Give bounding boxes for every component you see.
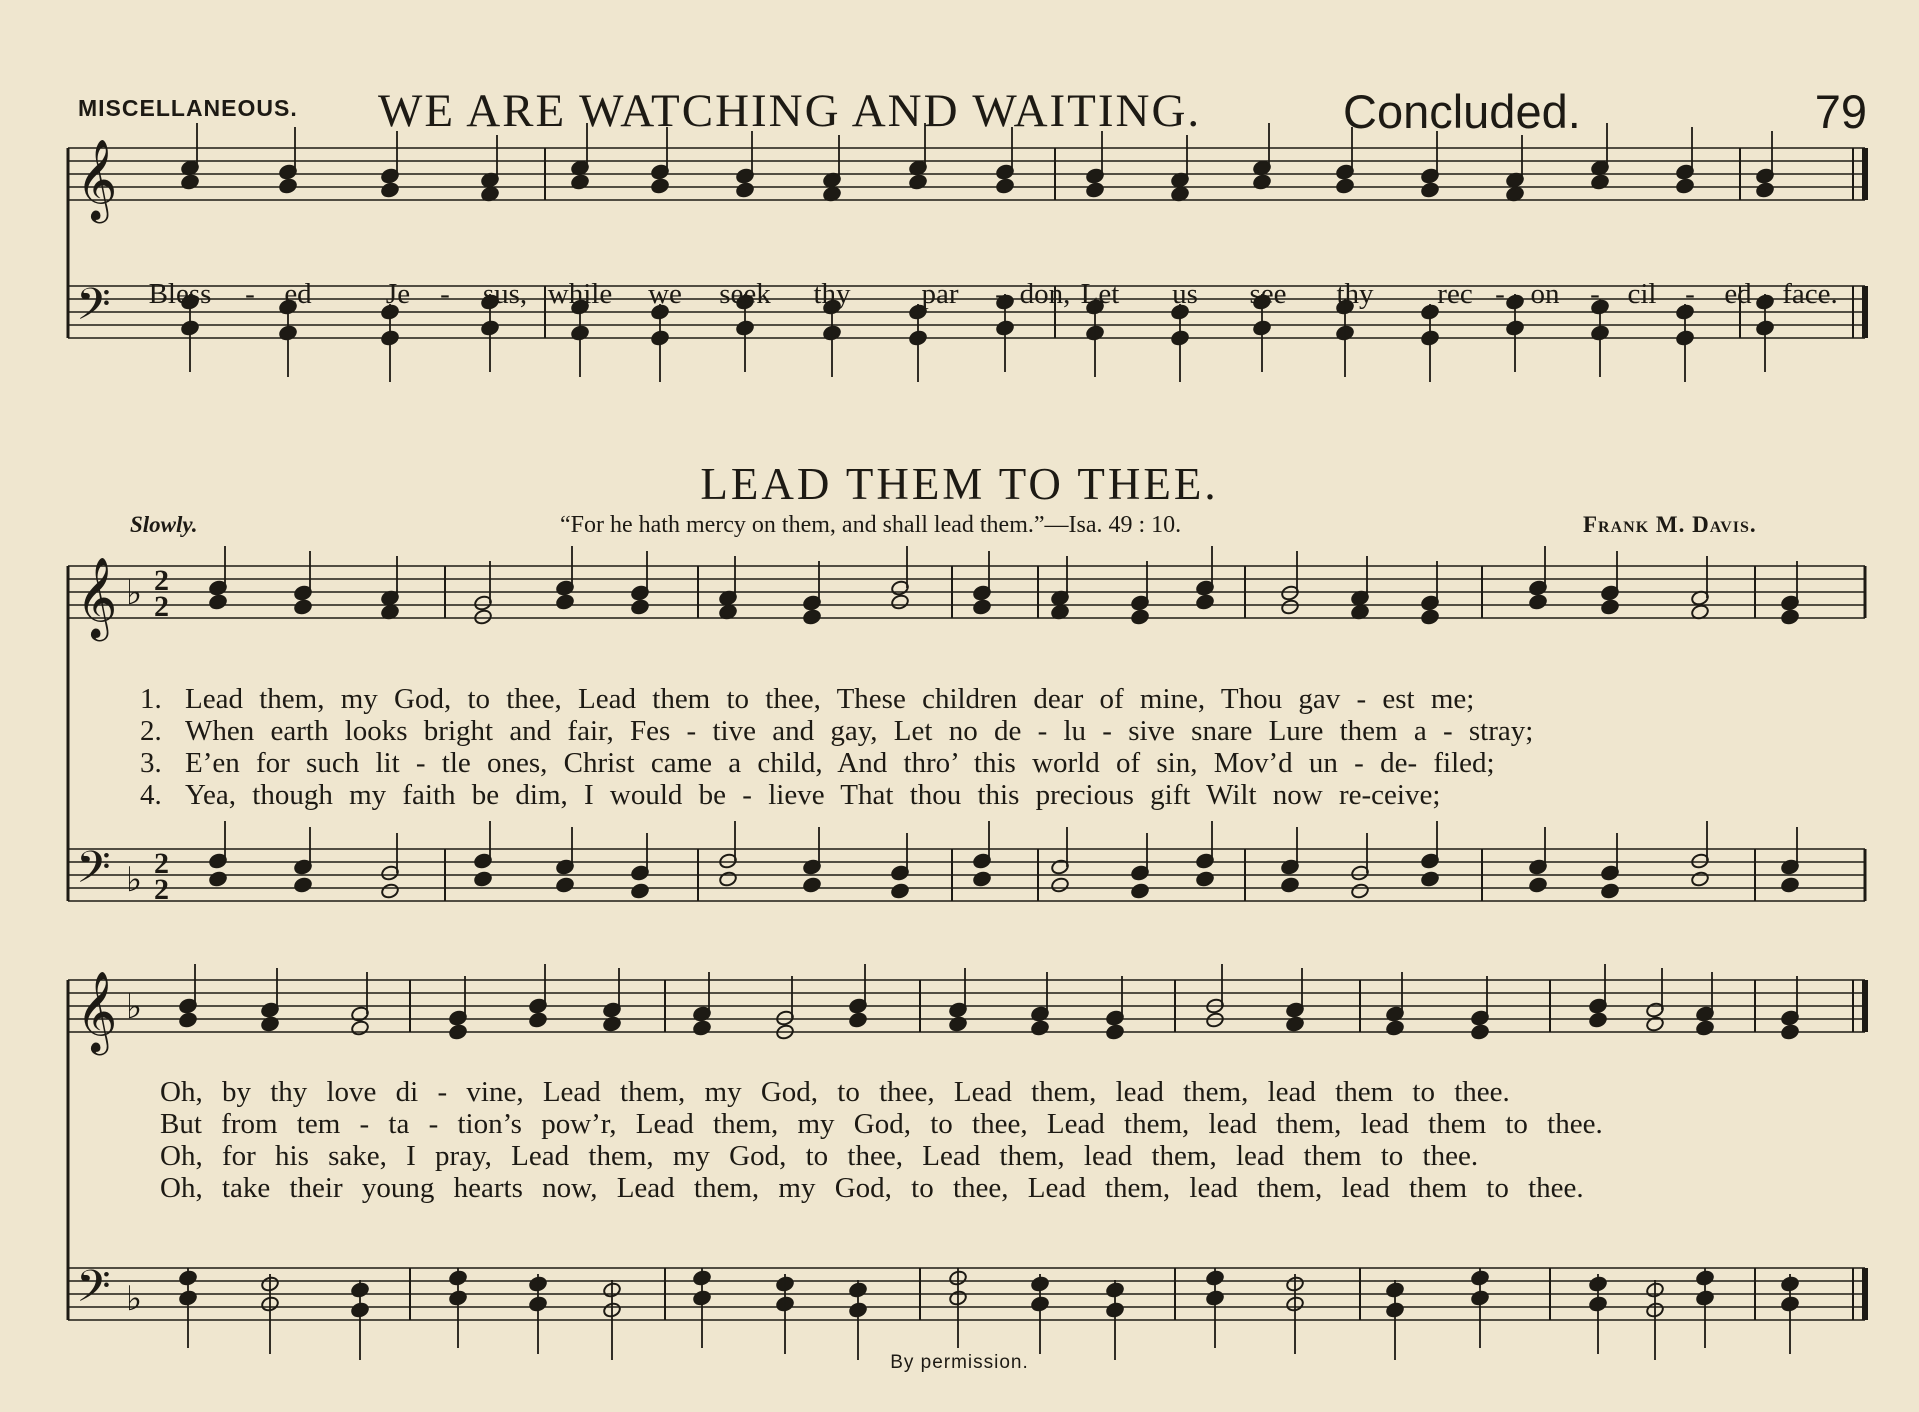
notehead (1780, 877, 1799, 894)
lyric-syllable: Let (1080, 278, 1120, 310)
lyric-syllable: we (648, 278, 682, 310)
notehead (208, 871, 227, 888)
bass-clef: 𝄢 (76, 841, 111, 904)
lyric-syllable: - (440, 278, 450, 310)
notehead (1420, 182, 1439, 199)
notehead (1280, 599, 1299, 616)
lyric-syllable: thy (1336, 278, 1374, 310)
notehead (1528, 594, 1547, 611)
time-signature: 2 (154, 590, 169, 623)
key-flat: ♭ (126, 987, 143, 1027)
time-signature: 2 (154, 564, 169, 597)
treble-clef: 𝄞 (76, 138, 118, 220)
notehead (1385, 1020, 1404, 1037)
notehead (380, 182, 399, 199)
lyric-syllable: see (1249, 278, 1287, 310)
notehead (1755, 182, 1774, 199)
notehead (890, 883, 909, 900)
time-signature: 2 (154, 873, 169, 906)
lyric-syllable: - (245, 278, 255, 310)
notehead (1105, 1024, 1124, 1041)
notehead (1195, 594, 1214, 611)
notehead (1645, 1016, 1664, 1033)
notehead (278, 178, 297, 195)
notehead (1600, 883, 1619, 900)
notehead (718, 871, 737, 888)
lyric-syllable: rec (1437, 278, 1473, 310)
bass-clef: 𝄢 (76, 1260, 111, 1323)
notehead (473, 871, 492, 888)
lyric-syllable: us (1172, 278, 1198, 310)
lyric-syllable: thy (813, 278, 851, 310)
notehead (735, 182, 754, 199)
hymn-title: LEAD THEM TO THEE. (700, 459, 1219, 509)
lyric-syllable: face. (1782, 278, 1838, 310)
notehead (1780, 1024, 1799, 1041)
verse-line: Oh, by thy love di - vine, Lead them, my God, to thee, Lead them, lead them, lead them to thee. (160, 1076, 1510, 1108)
lyric-syllable: Bless (148, 278, 212, 310)
notehead (802, 877, 821, 894)
notehead (1252, 174, 1271, 191)
verse-number: 2. (140, 715, 162, 747)
composer-credit: Frank M. Davis. (1583, 512, 1757, 537)
verse-line: E’en for such lit - tle ones, Christ came a child, And thro’ this world of sin, Mov’d un - de- filed; (185, 747, 1495, 779)
notehead (972, 871, 991, 888)
notehead (1130, 609, 1149, 626)
notehead (293, 877, 312, 894)
notehead (1528, 877, 1547, 894)
treble-clef: 𝄞 (76, 556, 118, 638)
lyric-syllable: ed (284, 278, 312, 310)
key-flat: ♭ (126, 1279, 143, 1319)
section-label: MISCELLANEOUS. (78, 95, 298, 121)
lyric-syllable: don, (1019, 278, 1071, 310)
notehead (692, 1020, 711, 1037)
notehead (178, 1012, 197, 1029)
verse-line: Oh, for his sake, I pray, Lead them, my God, to thee, Lead them, lead them, lead them to thee. (160, 1140, 1479, 1172)
key-flat: ♭ (126, 860, 143, 900)
notehead (995, 178, 1014, 195)
permission-note: By permission. (890, 1352, 1029, 1373)
notehead (1050, 877, 1069, 894)
notehead (650, 178, 669, 195)
verse-line: Lead them, my God, to thee, Lead them to thee, These children dear of mine, Thou gav - est me; (185, 683, 1475, 715)
notehead (1205, 1012, 1224, 1029)
notehead (908, 174, 927, 191)
notehead (630, 599, 649, 616)
notehead (848, 1012, 867, 1029)
scripture-reference: “For he hath mercy on them, and shall lead them.”—Isa. 49 : 10. (560, 512, 1182, 538)
notehead (1695, 1020, 1714, 1037)
notehead (1335, 178, 1354, 195)
treble-clef: 𝄞 (76, 970, 118, 1052)
lyric-syllable: ed (1724, 278, 1752, 310)
notehead (448, 1024, 467, 1041)
notehead (948, 1016, 967, 1033)
verse-line: Oh, take their young hearts now, Lead them, my God, to thee, Lead them, lead them, lead them to thee. (160, 1172, 1584, 1204)
notehead (1780, 609, 1799, 626)
notehead (1420, 609, 1439, 626)
notehead (180, 174, 199, 191)
notehead (555, 594, 574, 611)
notehead (972, 599, 991, 616)
verse-line: But from tem - ta - tion’s pow’r, Lead them, my God, to thee, Lead them, lead them, lead them to thee. (160, 1108, 1603, 1140)
notehead (1195, 871, 1214, 888)
lyric-syllable: on (1530, 278, 1560, 310)
notehead (890, 594, 909, 611)
verse-number: 3. (140, 747, 162, 779)
notehead (570, 174, 589, 191)
notehead (1675, 178, 1694, 195)
lyric-syllable: Je (385, 278, 411, 310)
notehead (555, 877, 574, 894)
lyric-syllable: sus, (482, 278, 528, 310)
key-flat: ♭ (126, 573, 143, 613)
notehead (1588, 1012, 1607, 1029)
lyric-syllable: par (921, 278, 959, 310)
notehead (1470, 1024, 1489, 1041)
lyric-syllable: - (995, 278, 1005, 310)
tempo-marking: Slowly. (130, 512, 198, 537)
notehead (528, 1012, 547, 1029)
notehead (208, 594, 227, 611)
notehead (350, 1020, 369, 1037)
notehead (1085, 182, 1104, 199)
notehead (380, 883, 399, 900)
notehead (1280, 877, 1299, 894)
verse-number: 1. (140, 683, 162, 715)
notehead (1350, 883, 1369, 900)
time-signature: 2 (154, 847, 169, 880)
verse-number: 4. (140, 779, 162, 811)
lyric-syllable: seek (719, 278, 771, 310)
notehead (630, 883, 649, 900)
page-number: 79 (1814, 85, 1867, 138)
lyric-syllable: - (1495, 278, 1505, 310)
notehead (1030, 1020, 1049, 1037)
lyric-syllable: - (1685, 278, 1695, 310)
verse-line: When earth looks bright and fair, Fes - tive and gay, Let no de - lu - sive snare Lure them a - stray; (185, 715, 1534, 747)
notehead (1130, 883, 1149, 900)
bass-clef: 𝄢 (76, 278, 111, 341)
lyric-syllable: cil (1627, 278, 1657, 310)
lyric-syllable: while (547, 278, 613, 310)
notehead (260, 1016, 279, 1033)
notehead (602, 1016, 621, 1033)
lyric-syllable: - (1590, 278, 1600, 310)
notehead (1420, 871, 1439, 888)
notehead (1590, 174, 1609, 191)
notehead (1690, 871, 1709, 888)
previous-hymn-title: WE ARE WATCHING AND WAITING. (378, 85, 1202, 137)
verse-line: Yea, though my faith be dim, I would be - lieve That thou this precious gift Wilt now re-ceive; (185, 779, 1441, 811)
notehead (1600, 599, 1619, 616)
concluded-label: Concluded. (1343, 85, 1581, 138)
notehead (1285, 1016, 1304, 1033)
notehead (802, 609, 821, 626)
notehead (473, 609, 492, 626)
notehead (293, 599, 312, 616)
